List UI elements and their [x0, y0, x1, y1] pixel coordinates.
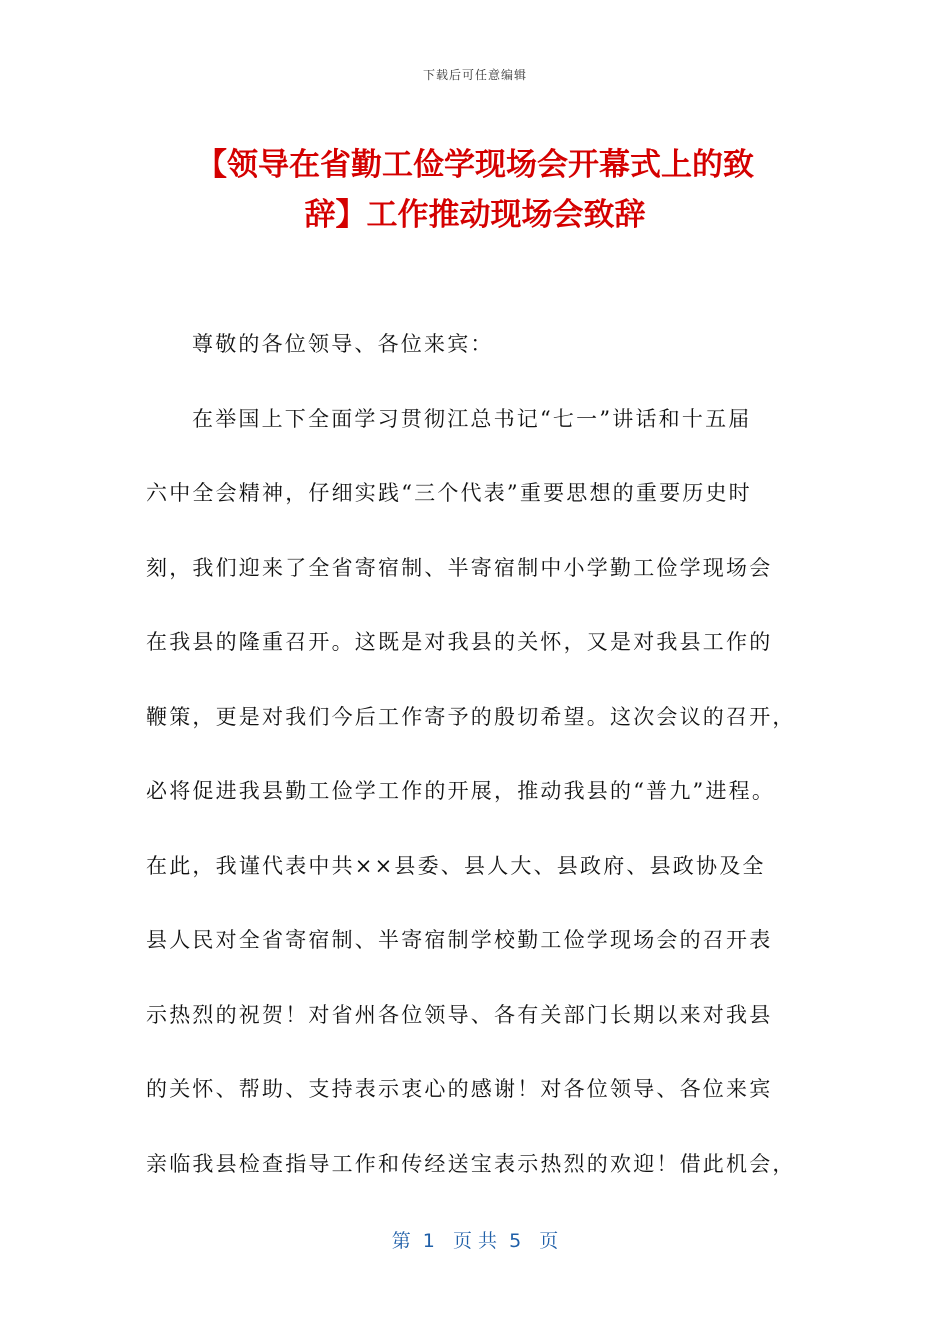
- document-title: [120, 140, 830, 240]
- paragraph-line: 必将促进我县勤工俭学工作的开展，推动我县的“普九”进程。: [146, 779, 776, 803]
- paragraph-line: 的关怀、帮助、支持表示衷心的感谢！对各位领导、各位来宾: [146, 1077, 773, 1101]
- paragraph-line: 鞭策，更是对我们今后工作寄予的殷切希望。这次会议的召开，: [146, 704, 796, 729]
- paragraph-line: 六中全会精神，仔细实践“三个代表”重要思想的重要历史时: [146, 481, 752, 505]
- title-line-2: 辞】工作推动现场会致辞: [304, 197, 646, 233]
- document-body: [146, 320, 816, 1214]
- salutation: 尊敬的各位领导、各位来宾：: [192, 332, 494, 356]
- paragraph-line: 亲临我县检查指导工作和传经送宝表示热烈的欢迎！借此机会，: [146, 1151, 796, 1176]
- page-number: 第 1 页 共 5 页: [391, 1230, 559, 1252]
- paragraph-line: 在我县的隆重召开。这既是对我县的关怀，又是对我县工作的: [146, 630, 773, 654]
- paragraph-line: 在举国上下全面学习贯彻江总书记“七一”讲话和十五届: [192, 406, 752, 431]
- paragraph-line: 县人民对全省寄宿制、半寄宿制学校勤工俭学现场会的召开表: [146, 928, 773, 952]
- header-note: 下载后可任意编辑: [422, 68, 527, 82]
- paragraph-line: 在此，我谨代表中共××县委、县人大、县政府、县政协及全: [146, 853, 766, 878]
- title-line-1: 【领导在省勤工俭学现场会开幕式上的致: [196, 147, 754, 183]
- paragraph-line: 示热烈的祝贺！对省州各位领导、各有关部门长期以来对我县: [146, 1002, 773, 1027]
- paragraph-line: 刻，我们迎来了全省寄宿制、半寄宿制中小学勤工俭学现场会: [146, 555, 773, 580]
